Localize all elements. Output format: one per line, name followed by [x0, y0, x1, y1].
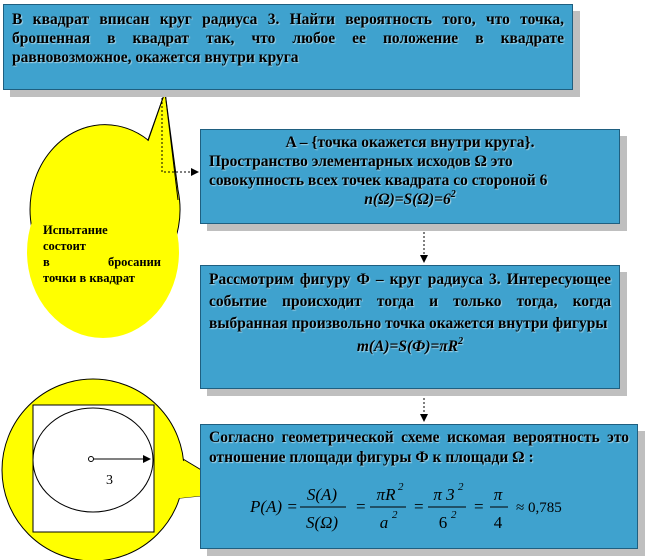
problem-box	[3, 4, 573, 90]
figure-box	[200, 265, 620, 389]
n-formula: $n(\Omega)=S(\Omega)=6^2$	[364, 189, 456, 208]
frac1-den: S(Ω)	[305, 513, 339, 532]
frac3-den-exp: 2	[451, 509, 457, 521]
frac3-num-exp: 2	[458, 481, 464, 493]
frac2-den: a	[379, 513, 389, 532]
frac4-num: π	[493, 485, 503, 504]
frac2-num-exp: 2	[398, 481, 404, 493]
trial-line-1: Испытание	[43, 223, 108, 237]
sample-space-line-1: Пространство элементарных исходов Ω это	[209, 153, 513, 170]
m-formula: $m(A)=S(Ф)=\pi R^2$	[356, 336, 464, 355]
probability-formula	[250, 478, 600, 538]
eq-2: =	[414, 497, 424, 516]
eq-3: =	[474, 497, 484, 516]
trial-line-2: состоит	[43, 239, 86, 253]
approx-value: ≈ 0,785	[516, 500, 562, 516]
frac3-num: π 3	[433, 485, 455, 504]
problem-text: В квадрат вписан круг радиуса 3. Найти вероятность того, что точка, брошенная в квадрат так, что любое ее положение в квадрате равновозможное, окажется внутри круга	[12, 11, 564, 66]
trial-line-3: в бросании	[43, 255, 161, 269]
trial-line-4: точки в квадрат	[43, 271, 135, 285]
frac2-num: πR	[376, 485, 396, 504]
frac3-den: 6	[438, 513, 448, 532]
circle-center-dot	[89, 457, 94, 462]
frac4-den: 4	[493, 513, 503, 532]
event-box	[200, 129, 620, 224]
eq-1: =	[356, 497, 366, 516]
frac2-den-exp: 2	[392, 509, 398, 521]
formula-lhs: P(A) =	[250, 497, 298, 516]
trial-bubble-text	[43, 222, 161, 286]
event-definition: A – {точка окажется внутри круга}.	[285, 134, 535, 151]
sample-space-line-2: совокупность всех точек квадрата со стороной 6	[209, 172, 548, 189]
figure-description: Рассмотрим фигуру Ф – круг радиуса 3. Интересующее событие происходит тогда и только тогда, когда выбранная произвольно точка окажется внутри фигуры	[209, 271, 611, 332]
probability-description: Согласно геометрической схеме искомая вероятность это отношение площади фигуры Ф к площади Ω :	[209, 429, 629, 466]
radius-label: 3	[106, 473, 113, 488]
frac1-num: S(A)	[306, 485, 338, 504]
